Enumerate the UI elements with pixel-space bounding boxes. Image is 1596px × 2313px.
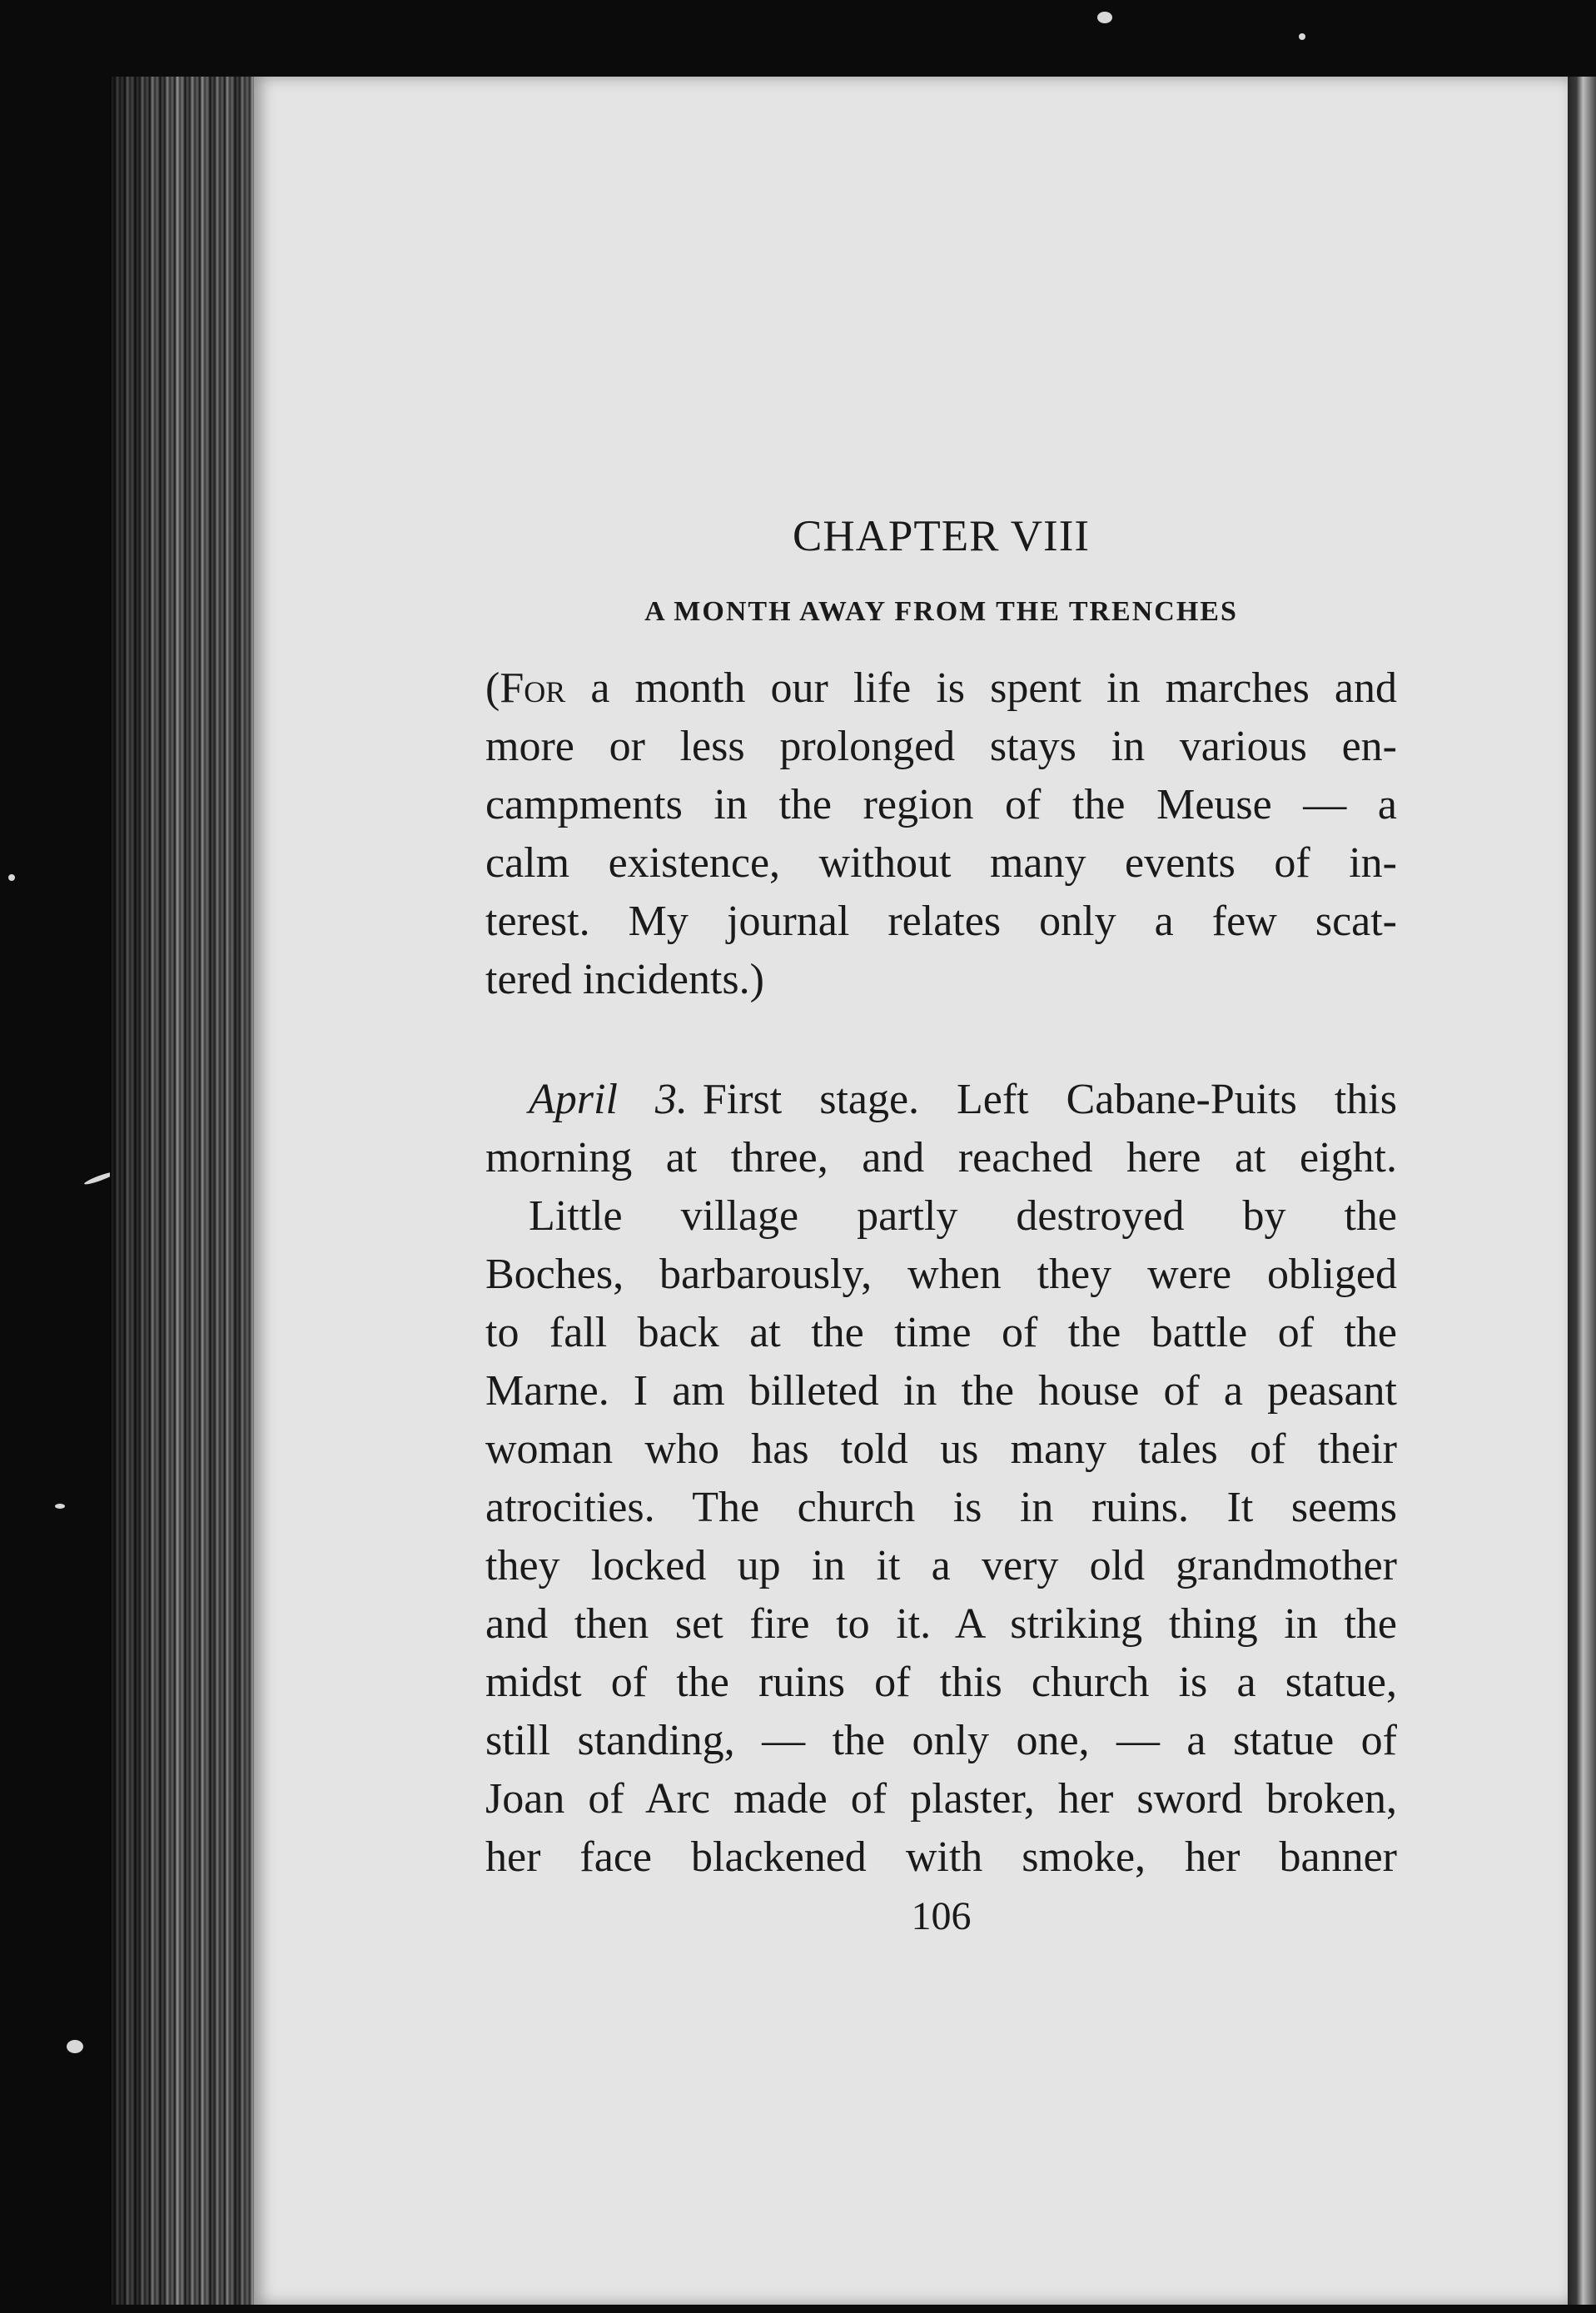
chapter-subtitle: A MONTH AWAY FROM THE TRENCHES xyxy=(644,596,1238,627)
entry-line xyxy=(485,1071,1397,1129)
body-line: they locked up in it a very old grandmother xyxy=(485,1542,1397,1589)
body-line: to fall back at the time of the battle of the xyxy=(485,1309,1397,1356)
body-line: atrocities. The church is in ruins. It seems xyxy=(485,1484,1397,1531)
entry-line: morning at three, and reached here at eight. xyxy=(485,1134,1397,1181)
intro-line: tered incidents.) xyxy=(485,956,764,1003)
scan-speck xyxy=(1097,12,1112,23)
scan-speck xyxy=(8,874,15,881)
body-line: still standing, — the only one, — a statue of xyxy=(485,1717,1397,1764)
entry-line-text: First stage. Left Cabane-Puits this xyxy=(702,1076,1397,1123)
page-number: 106 xyxy=(911,1894,972,1938)
book-page xyxy=(254,77,1568,2305)
entry-date: April 3. xyxy=(529,1076,688,1123)
intro-open: (For xyxy=(485,664,566,712)
body-line: midst of the ruins of this church is a statue, xyxy=(485,1659,1397,1706)
intro-line: terest. My journal relates only a few scat- xyxy=(485,898,1397,945)
chapter-title: CHAPTER VIII xyxy=(793,512,1090,560)
intro-paragraph xyxy=(485,659,1397,1009)
intro-line: calm existence, without many events of in- xyxy=(485,839,1397,887)
intro-line xyxy=(485,659,1397,718)
body-line: woman who has told us many tales of their xyxy=(485,1425,1397,1473)
book-page-edge xyxy=(110,77,276,2305)
entry-paragraph xyxy=(485,1071,1397,1187)
book-right-edge xyxy=(1564,77,1596,2305)
body-line: Boches, barbarously, when they were obliged xyxy=(485,1251,1397,1298)
intro-line: campments in the region of the Meuse — a xyxy=(485,781,1397,828)
scan-speck xyxy=(55,1504,65,1509)
body-line: and then set fire to it. A striking thing in the xyxy=(485,1600,1397,1648)
body-line: Joan of Arc made of plaster, her sword broken, xyxy=(485,1775,1397,1823)
body-paragraph xyxy=(485,1187,1397,1887)
scan-speck xyxy=(1299,33,1305,40)
intro-line-text: a month our life is spent in marches and xyxy=(565,664,1397,712)
scan-speck xyxy=(67,2040,83,2053)
body-line: Marne. I am billeted in the house of a peasant xyxy=(485,1367,1397,1415)
body-line: Little village partly destroyed by the xyxy=(529,1192,1397,1240)
intro-line: more or less prolonged stays in various en- xyxy=(485,723,1397,770)
body-line: her face blackened with smoke, her banner xyxy=(485,1833,1397,1881)
